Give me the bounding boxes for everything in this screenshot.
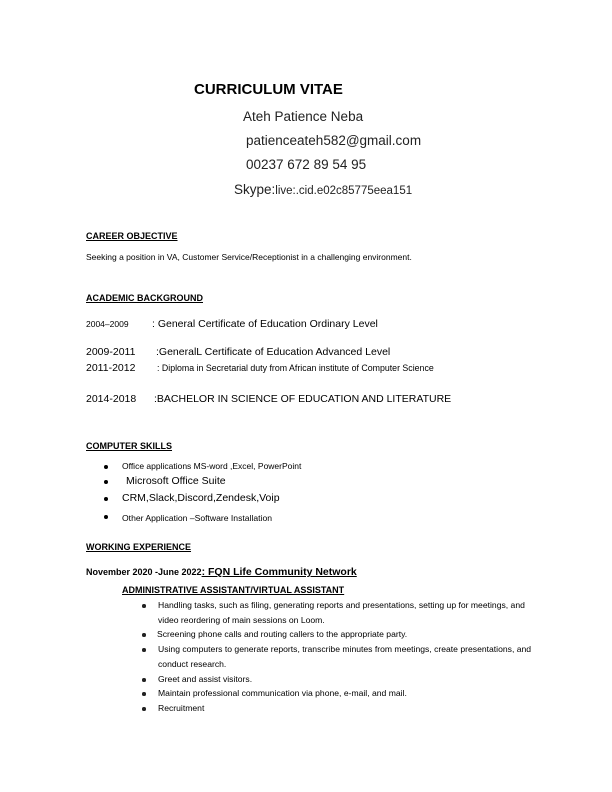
duty-item: Using computers to generate reports, transcribe minutes from meetings, create presentations, and conduct research. [158,644,532,669]
skype-line [234,181,412,199]
duty-item: Handling tasks, such as filing, generating reports and presentations, setting up for meetings, and video reordering of main sessions on Loom. [158,600,525,625]
duty-item: Maintain professional communication via phone, e-mail, and mail. [158,688,407,698]
bullet-icon [142,707,146,711]
bullet-icon [104,515,108,519]
academic-years: 2014-2018 [86,393,137,405]
bullet-icon [142,692,146,696]
academic-heading: ACADEMIC BACKGROUND [86,293,203,303]
email-address[interactable]: patienceateh582@gmail.com [246,133,422,148]
bullet-icon [142,633,146,637]
skype-label: Skype: [234,182,276,197]
working-experience-heading: WORKING EXPERIENCE [86,542,192,552]
job-role: ADMINISTRATIVE ASSISTANT/VIRTUAL ASSISTANT [122,585,345,595]
skill-item: Microsoft Office Suite [126,475,226,487]
career-objective-text: Seeking a position in VA, Customer Service/Receptionist in a challenging environment. [86,252,412,262]
skill-item: Other Application –Software Installation [122,513,273,523]
duty-item: Recruitment [158,703,205,713]
phone-number: 00237 672 89 54 95 [246,157,367,172]
employment-line [86,562,357,580]
academic-desc: : General Certificate of Education Ordinary Level [152,318,378,330]
bullet-icon [142,648,146,652]
academic-desc: :BACHELOR IN SCIENCE OF EDUCATION AND LITERATURE [154,393,452,405]
employer-name: : FQN Life Community Network [201,566,357,578]
skype-id: live:.cid.e02c85775eea151 [275,185,413,197]
candidate-name: Ateh Patience Neba [243,109,364,124]
skill-item: Office applications MS-word ,Excel, PowerPoint [122,461,302,471]
academic-desc: :GeneralL Certificate of Education Advanced Level [156,346,391,358]
bullet-icon [104,497,108,501]
bullet-icon [142,678,146,682]
duty-item: Greet and assist visitors. [158,674,253,684]
bullet-icon [142,604,146,608]
academic-years: 2009-2011 [86,346,136,358]
career-objective-heading: CAREER OBJECTIVE [86,231,178,241]
computer-skills-heading: COMPUTER SKILLS [86,441,173,451]
academic-desc: : Diploma in Secretarial duty from African institute of Computer Science [157,363,434,373]
academic-years: 2004–2009 [86,319,129,329]
page-title: CURRICULUM VITAE [194,81,343,98]
duty-item: Screening phone calls and routing callers to the appropriate party. [157,629,408,639]
skill-item: CRM,Slack,Discord,Zendesk,Voip [122,492,280,504]
bullet-icon [104,465,108,469]
academic-years: 2011-2012 [86,362,136,374]
bullet-icon [104,480,108,484]
employment-period: November 2020 -June 2022 [86,567,202,577]
